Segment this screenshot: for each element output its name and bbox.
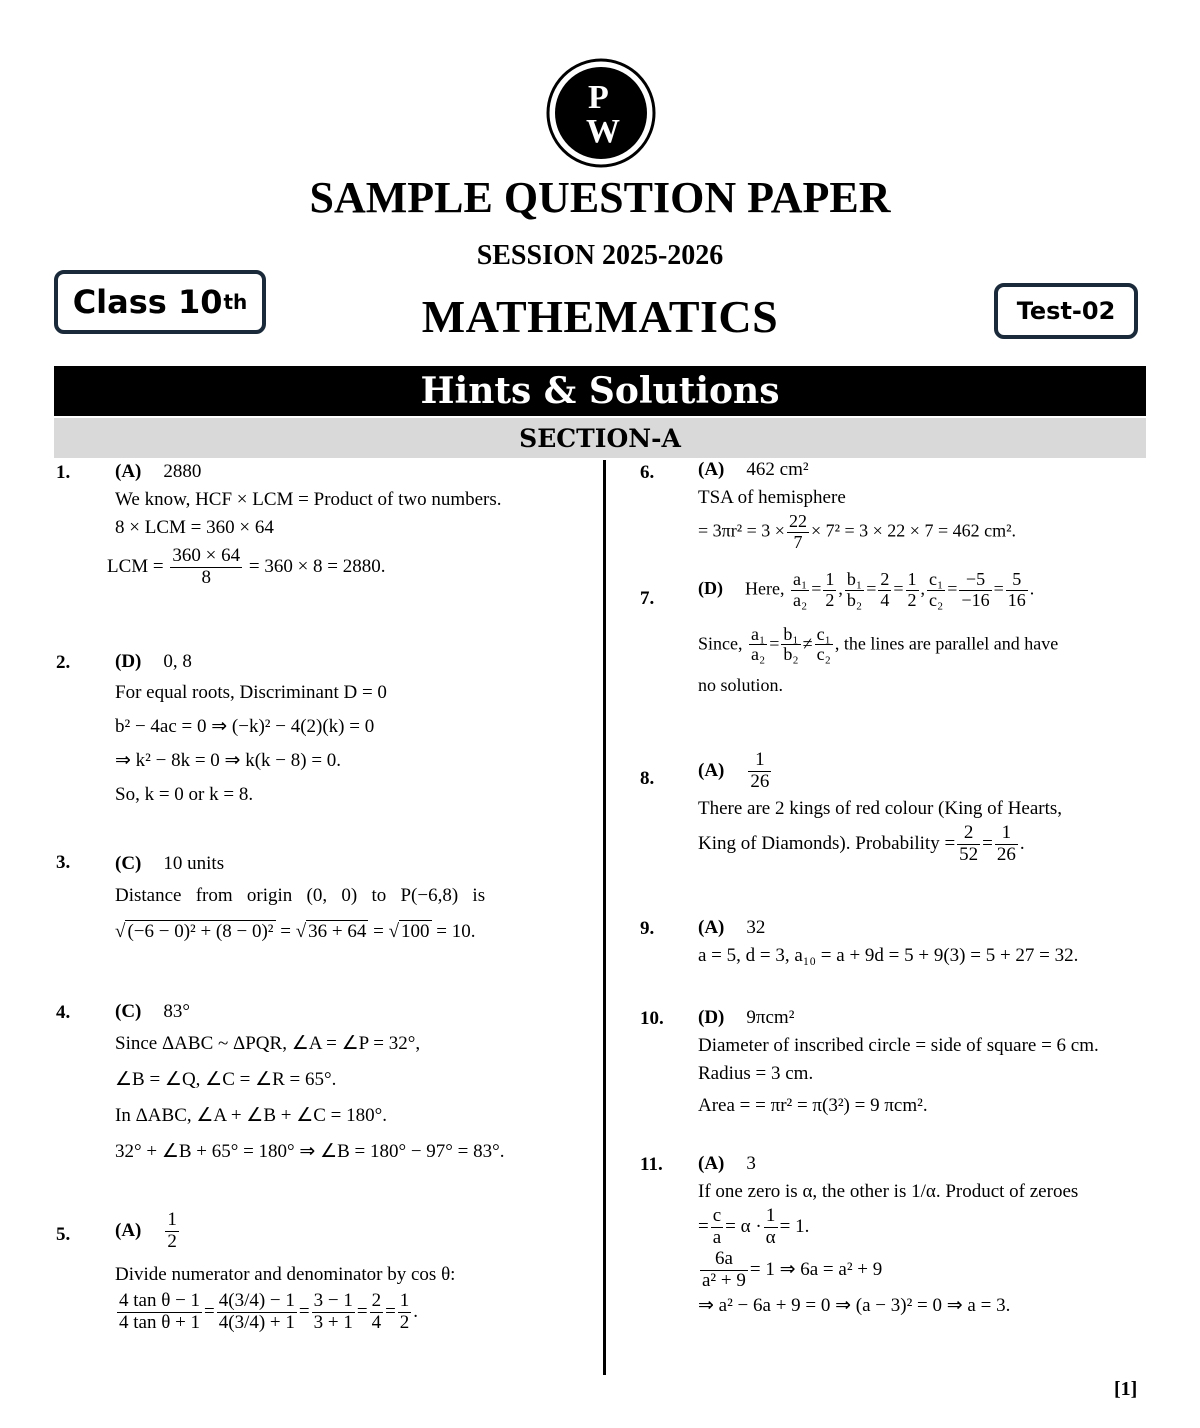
svg-text:W: W [586,113,620,150]
radicand: 100 [401,921,430,942]
denominator: 4 [880,589,890,610]
denominator: c₂ [929,589,944,610]
numerator: 2 [371,1289,382,1311]
denominator: 2 [399,1311,410,1333]
solution-line: Distance from origin (0, 0) to P(−6,8) is [115,885,486,906]
fraction [995,823,1018,866]
question-number: 9. [640,918,655,939]
fraction [117,1291,202,1334]
numerator: 2 [957,823,980,845]
solution-line: a = 5, d = 3, a₁₀ = a + 9d = 5 + 9(3) = 5 + 27 = 32. [698,945,1079,966]
answer-fraction [165,1210,179,1253]
numerator: b₁ [783,623,799,644]
page-number: [1] [1114,1378,1138,1400]
solution-line: For equal roots, Discriminant D = 0 [115,682,387,703]
fraction [791,570,809,611]
fraction [398,1291,412,1334]
denominator: a₂ [751,644,766,665]
denominator: b₂ [846,589,863,610]
answer-value: 2880 [163,461,202,482]
solution-line: We know, HCF × LCM = Product of two numbers. [115,489,502,510]
denominator: 3 + 1 [313,1311,353,1333]
numerator: 4(3/4) − 1 [218,1289,295,1311]
question-number: 7. [640,588,655,609]
solution-line: no solution. [698,675,784,696]
denominator: a₂ [792,589,808,610]
solution-text: King of Diamonds). Probability = [698,832,956,854]
radicand: (−6 − 0)² + (8 − 0)² [127,921,274,942]
numerator: 4 tan θ − 1 [119,1289,201,1311]
solution-q6 [698,456,1158,553]
solution-line: 8 × LCM = 360 × 64 [115,517,274,538]
solution-line: In ΔABC, ∠A + ∠B + ∠C = 180°. [115,1105,387,1126]
fraction [370,1291,384,1334]
solution-q1 [107,458,595,589]
fraction [878,570,891,611]
solution-line: If one zero is α, the other is 1/α. Product of zeroes [698,1181,1079,1202]
answer-value: 9πcm² [746,1007,795,1028]
answer-option: (D) [698,1007,725,1028]
denominator: c₂ [816,644,831,665]
solution-text: = 3πr² = 3 × [698,520,785,541]
answer-option: (A) [698,759,725,781]
answer-value: 3 [746,1153,756,1174]
question-number: 10. [640,1008,664,1029]
fraction [957,823,980,866]
solution-q5: (A) $\frac{1}{2}$ Divide numerator and denominator by cos θ: $\frac{\text{4 tan θ − 1}}{\text{4 tan θ + 1}}$ = $\frac{4(3/4) - 1}{4(3/4) + 1}$ = $\frac{3 - 1}{3 + 1}$ = $\frac{2}{4}$ = $\frac{1}{2}$ . [115,1210,595,1334]
pw-logo [546,58,656,168]
denominator: 26 [996,843,1016,865]
fraction [170,546,242,589]
answer-option: (A) [115,461,142,482]
numerator: c [712,1205,722,1226]
denominator: 52 [959,843,979,865]
class-suffix: th [223,290,248,314]
answer-value: 0, 8 [163,651,192,672]
numerator: 1 [399,1289,410,1311]
solution-q3: (C) 10 units Distance from origin (0, 0) to P(−6,8) is √ (−6 − 0)² + (8 − 0)² = √ 36 + 64 = √ 100 = 10. [115,848,595,948]
numerator: 6a [700,1249,748,1271]
answer-option: (C) [115,1001,142,1022]
denominator: 2 [825,589,835,610]
answer-option: (D) [115,651,142,672]
solution-line: ⇒ a² − 6a + 9 = 0 ⇒ (a − 3)² = 0 ⇒ a = 3. [698,1294,1011,1316]
answer-option: (D) [698,578,723,599]
svg-text:P: P [588,79,609,116]
denominator: −16 [961,589,990,610]
fraction [906,570,919,611]
question-number: 8. [640,768,655,789]
numerator: 1 [167,1209,177,1230]
class-badge [54,270,266,334]
numerator: 1 [825,569,835,589]
solution-text: × 7² = 3 × 22 × 7 = 462 cm². [810,520,1016,541]
solution-q2 [115,648,595,812]
numerator: 1 [748,750,771,772]
solution-text: = 360 × 8 = 2880. [248,555,386,577]
test-badge: Test-02 [994,283,1138,339]
solution-text: Here, [745,578,785,599]
answer-option: (C) [115,853,142,874]
numerator: −5 [959,570,991,591]
numerator: a₁ [751,623,766,644]
denominator: 7 [793,531,803,552]
column-divider [603,460,606,1375]
numerator: 1 [995,823,1018,845]
denominator: a [712,1226,722,1248]
solution-line: TSA of hemisphere [698,487,846,508]
solution-line: Divide numerator and denominator by cos θ: [115,1263,456,1285]
numerator: b₁ [846,569,863,589]
radicand: 36 + 64 [308,921,367,942]
numerator: 3 − 1 [313,1289,353,1311]
denominator: 26 [750,770,770,792]
fraction [815,625,833,666]
solution-q11: (A) 3 If one zero is α, the other is 1/α. Product of zeroes = $\frac{c}{a}$ = α · $\frac{1}{\alpha}$ = 1. $\frac{6a}{\text{a² + 9}}$ = 1 ⇒ 6a = a² + 9 ⇒ a² − 6a + 9 = 0 ⇒ (a − 3)² = 0 ⇒ a = 3. [698,1150,1158,1320]
solution-line: Since ΔABC ~ ΔPQR, ∠A = ∠P = 32°, [115,1033,421,1054]
question-number: 11. [640,1154,663,1175]
fraction [217,1291,297,1334]
solution-q10 [698,1004,1158,1120]
numerator: 1 [907,569,917,589]
denominator: 16 [1007,589,1026,610]
numerator: c₁ [816,623,831,644]
solution-line: Radius = 3 cm. [698,1063,814,1084]
solution-text: Since, [698,633,743,654]
fraction [312,1291,355,1334]
fraction [787,512,809,553]
answer-option: (A) [115,1219,142,1241]
fraction [749,625,767,666]
question-number: 3. [56,852,71,873]
answer-value: 10 units [163,853,225,874]
answer-option: (A) [698,1153,725,1174]
paper-title: SAMPLE QUESTION PAPER [309,173,891,222]
answer-fraction [748,750,771,793]
question-number: 4. [56,1002,71,1023]
session-label: SESSION 2025-2026 [476,240,724,271]
fraction [823,570,836,611]
fraction [700,1249,748,1292]
solution-line: ∠B = ∠Q, ∠C = ∠R = 65°. [115,1069,337,1090]
fraction [711,1206,723,1249]
denominator: 4(3/4) + 1 [218,1311,295,1333]
solution-q7: (D) Here, $\frac{\text{a₁}}{\text{a₂}}$ = $\frac{1}{2}$ , $\frac{\text{b₁}}{\text{b₂}}$ = $\frac{2}{4}$ = $\frac{1}{2}$ , $\frac{\text{c₁}}{\text{c₂}}$ = $\frac{-5}{-16}$ = $\frac{5}{16}$ . Since, $\frac{\text{a₁}}{\text{a₂}}$ = $\frac{\text{b₁}}{\text{b₂}}$ ≠ $\frac{\text{c₁}}{\text{c₂}}$ , the lines are parallel and have no solution. [698,570,1158,699]
hints-banner: Hints & Solutions [54,366,1146,416]
fraction [1006,570,1028,611]
solution-line: There are 2 kings of red colour (King of Hearts, [698,797,1063,819]
denominator: 2 [167,1230,177,1252]
denominator: 4 tan θ + 1 [119,1311,201,1333]
denominator: b₂ [783,644,799,665]
section-heading: SECTION-A [54,418,1146,458]
class-label: Class 10 [72,283,223,321]
numerator: 360 × 64 [172,545,241,566]
denominator: α [765,1226,776,1248]
numerator: 2 [880,569,890,589]
fraction [927,570,945,611]
solution-text: = α · [725,1215,762,1237]
solution-line: So, k = 0 or k = 8. [115,784,254,805]
answer-option: (A) [698,459,725,480]
denominator: 4 [371,1311,382,1333]
question-number: 2. [56,652,71,673]
subject-title: MATHEMATICS [421,291,779,342]
solution-q9 [698,914,1158,970]
answer-value: 83° [163,1001,190,1022]
fraction [845,570,864,611]
solution-q8: (A) $\frac{1}{26}$ There are 2 kings of red colour (King of Hearts, King of Diamonds). Probability = $\frac{2}{52}$ = $\frac{1}{26}$ . [698,750,1158,866]
solution-text: LCM = [107,555,164,577]
fraction [764,1206,778,1249]
numerator: c₁ [929,569,944,589]
denominator: 8 [201,566,211,588]
denominator: 2 [907,589,917,610]
question-number: 1. [56,462,71,483]
solution-text: = 1 ⇒ 6a = a² + 9 [749,1258,883,1280]
solution-text: = 10. [436,921,476,942]
solution-line: Diameter of inscribed circle = side of square = 6 cm. [698,1035,1099,1056]
solution-line: ⇒ k² − 8k = 0 ⇒ k(k − 8) = 0. [115,750,342,771]
numerator: 5 [1006,570,1028,591]
question-number: 5. [56,1224,71,1245]
fraction [781,625,800,666]
answer-value: 32 [746,917,766,938]
solution-line: b² − 4ac = 0 ⇒ (−k)² − 4(2)(k) = 0 [115,716,375,737]
solution-q4 [115,998,595,1170]
numerator: 1 [764,1206,778,1228]
denominator: a² + 9 [702,1269,746,1291]
solution-text: = 1. [779,1215,810,1237]
solution-line: Area = = πr² = π(3²) = 9 πcm². [698,1095,928,1116]
answer-option: (A) [698,917,725,938]
numerator: a₁ [792,569,808,589]
solution-line: 32° + ∠B + 65° = 180° ⇒ ∠B = 180° − 97° = 83°. [115,1141,505,1162]
solution-text: , the lines are parallel and have [834,633,1059,654]
numerator: 22 [788,511,807,531]
fraction [959,570,991,611]
question-number: 6. [640,462,655,483]
answer-value: 462 cm² [746,459,809,480]
